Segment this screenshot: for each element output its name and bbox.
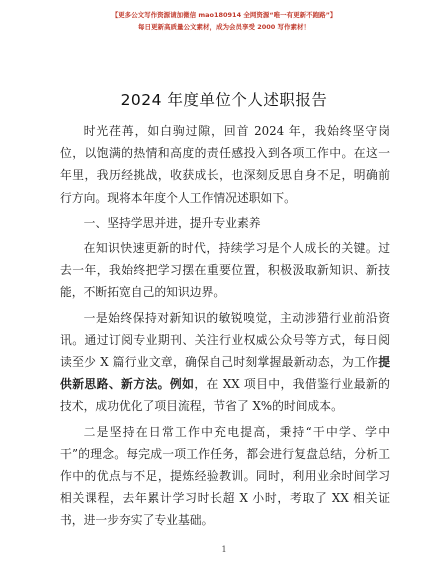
bold-phrase: 提供新思路、新方法。例如 [60,355,390,392]
document-title: 2024 年度单位个人述职报告 [120,91,328,109]
promo-banner-line-2: 每日更新高质量公文素材，成为会员享受 2000 写作素材！ [137,23,311,31]
section-1-paragraph-3: 二是坚持在日常工作中充电提高，秉持“干中学、学中干”的理念。每完成一项工作任务，都会进行复盘总结，分析工作中的优点与不足，提炼经验教训。同时，利用业余时间学习相关课程，去年累计学习时长超 X 小时，考取了 XX 相关证书，进一步夯实了专业基础。 [60,424,390,528]
intro-paragraph: 时光荏苒，如白驹过隙，回首 2024 年，我始终坚守岗位，以饱满的热情和高度的责任感投入到各项工作中。在这一年里，我历经挑战，收获成长，也深刻反思自身不足，明确前行方向。现将本年度个人工作情况述职如下。 [60,124,390,205]
section-heading-1: 一、坚持学思并进，提升专业素养 [83,215,261,230]
section-1-paragraph-1: 在知识快速更新的时代，持续学习是个人成长的关键。过去一年，我始终把学习摆在重要位置，积极汲取新知识、新技能，不断拓宽自己的知识边界。 [60,241,390,300]
section-1-paragraph-2 [60,307,390,418]
paragraph-text-continued: ，在 XX 项目中，我借鉴行业最新的技术，成功优化了项目流程，节省了 X%的时间成本。 [60,377,390,414]
document-body [60,120,390,535]
paragraph-text: 一是始终保持对新知识的敏锐嗅觉，主动涉猎行业前沿资讯。通过订阅专业期刊、关注行业权威公众号等方式，每日阅读至少 X 篇行业文章，确保自己时刻掌握最新动态，为工作 [60,310,390,370]
page-number: 1 [221,545,227,554]
promo-banner-line-1: 【更多公文写作资源请加微信 mao180914 全网资源“唯一有更新不跑路”】 [111,11,337,19]
